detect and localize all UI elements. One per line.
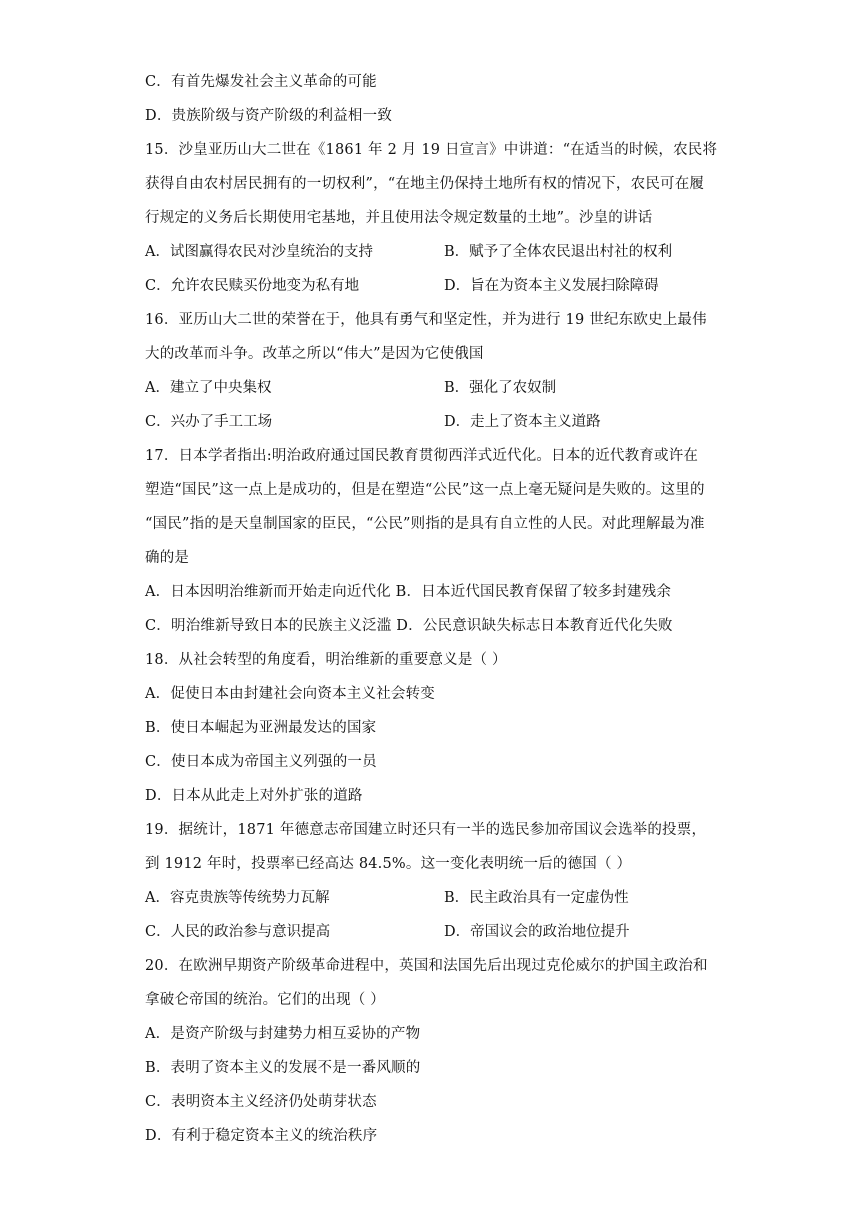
q20-stem-line-1: 20．在欧洲早期资产阶级革命进程中，英国和法国先后出现过克伦威尔的护国主政治和 — [145, 958, 708, 974]
q15-options-row-1 — [145, 242, 725, 262]
q17-options-cd: C．明治维新导致日本的民族主义泛滥 D．公民意识缺失标志日本教育近代化失败 — [145, 618, 673, 634]
q18-stem: 18．从社会转型的角度看，明治维新的重要意义是（ ） — [145, 652, 507, 668]
q19-option-c: C．人民的政治参与意识提高 — [145, 924, 331, 940]
q14-option-d: D．贵族阶级与资产阶级的利益相一致 — [145, 108, 393, 124]
q17-options-ab: A．日本因明治维新而开始走向近代化 B．日本近代国民教育保留了较多封建残余 — [145, 584, 672, 600]
q17-stem-line-4: 确的是 — [145, 550, 190, 566]
q16-option-c: C．兴办了手工工场 — [145, 414, 273, 430]
q18-option-d: D．日本从此走上对外扩张的道路 — [145, 788, 363, 804]
q19-stem-line-1: 19．据统计，1871 年德意志帝国建立时还只有一半的选民参加帝国议会选举的投票， — [145, 822, 707, 838]
q17-stem-line-2: 塑造“国民”这一点上是成功的，但是在塑造“公民”这一点上毫无疑问是失败的。这里的 — [145, 482, 705, 498]
q18-option-b: B．使日本崛起为亚洲最发达的国家 — [145, 720, 377, 736]
q16-option-b: B．强化了农奴制 — [444, 380, 557, 396]
q18-option-c: C．使日本成为帝国主义列强的一员 — [145, 754, 377, 770]
q14-option-c: C．有首先爆发社会主义革命的可能 — [145, 74, 377, 90]
q19-options-row-2 — [145, 922, 725, 942]
q20-stem-line-2: 拿破仑帝国的统治。它们的出现（ ） — [145, 992, 386, 1008]
q16-stem-line-2: 大的改革而斗争。改革之所以“伟大”是因为它使俄国 — [145, 346, 484, 362]
q16-stem-line-1: 16．亚历山大二世的荣誉在于，他具有勇气和坚定性，并为进行 19 世纪东欧史上最伟 — [145, 312, 707, 328]
q16-option-a: A．建立了中央集权 — [145, 380, 272, 396]
q19-stem-line-2: 到 1912 年时，投票率已经高达 84.5%。这一变化表明统一后的德国（ ） — [145, 856, 632, 872]
q20-option-c: C．表明资本主义经济仍处萌芽状态 — [145, 1094, 377, 1110]
q16-option-d: D．走上了资本主义道路 — [444, 414, 601, 430]
q15-option-c: C．允许农民赎买份地变为私有地 — [145, 278, 360, 294]
q15-option-b: B．赋予了全体农民退出村社的权利 — [444, 244, 673, 260]
q16-options-row-1 — [145, 378, 725, 398]
q19-options-row-1 — [145, 888, 725, 908]
q15-stem-line-1: 15．沙皇亚历山大二世在《1861 年 2 月 19 日宣言》中讲道：“在适当的时候，农民将 — [145, 142, 718, 158]
q19-option-b: B．民主政治具有一定虚伪性 — [444, 890, 629, 906]
q20-option-d: D．有利于稳定资本主义的统治秩序 — [145, 1128, 378, 1144]
q15-option-d: D．旨在为资本主义发展扫除障碍 — [444, 278, 659, 294]
q15-stem-line-2: 获得自由农村居民拥有的一切权利”，“在地主仍保持土地所有权的情况下，农民可在履 — [145, 176, 705, 192]
q20-option-b: B．表明了资本主义的发展不是一番风顺的 — [145, 1060, 421, 1076]
q15-stem-line-3: 行规定的义务后长期使用宅基地，并且使用法令规定数量的土地”。沙皇的讲话 — [145, 210, 653, 226]
q20-option-a: A．是资产阶级与封建势力相互妥协的产物 — [145, 1026, 421, 1042]
q15-option-a: A．试图赢得农民对沙皇统治的支持 — [145, 244, 373, 260]
q19-option-a: A．容克贵族等传统势力瓦解 — [145, 890, 330, 906]
q15-options-row-2 — [145, 276, 725, 296]
q17-stem-line-3: “国民”指的是天皇制国家的臣民，“公民”则指的是具有自立性的人民。对此理解最为准 — [145, 516, 705, 532]
q16-options-row-2 — [145, 412, 725, 432]
q18-option-a: A．促使日本由封建社会向资本主义社会转变 — [145, 686, 435, 702]
q19-option-d: D．帝国议会的政治地位提升 — [444, 924, 630, 940]
q17-stem-line-1: 17．日本学者指出:明治政府通过国民教育贯彻西洋式近代化。日本的近代教育或许在 — [145, 448, 699, 464]
